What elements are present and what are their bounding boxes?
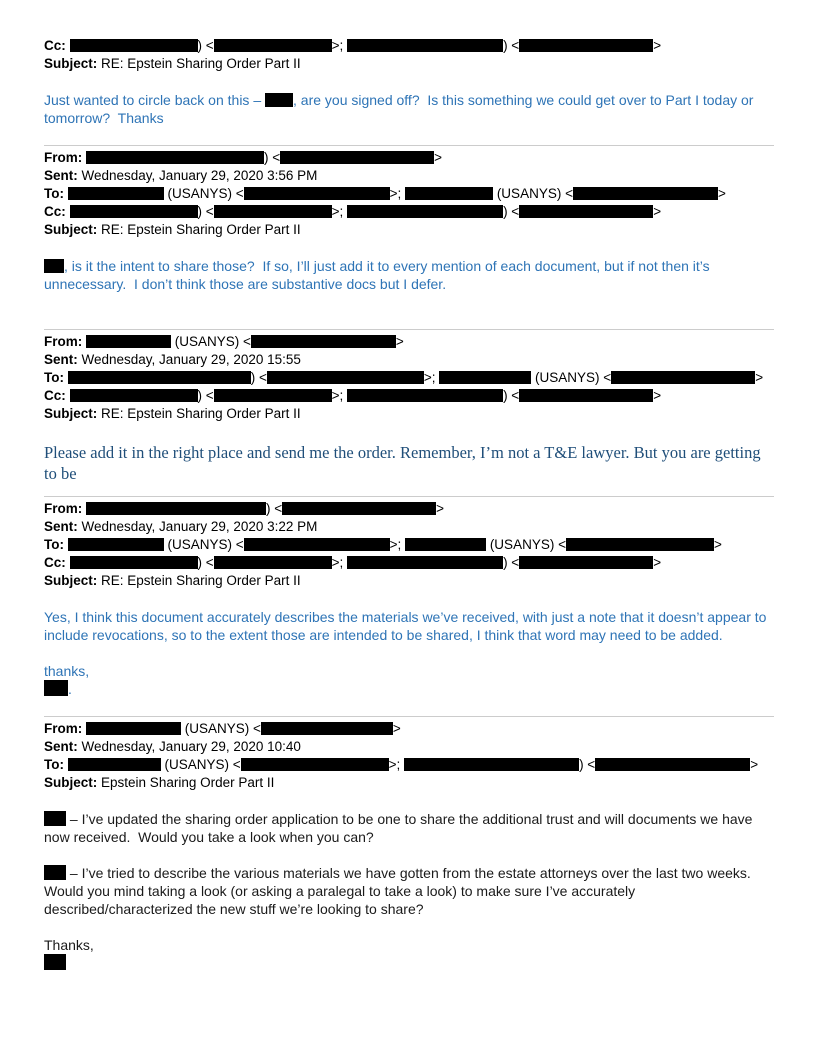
header-line-sent <box>44 518 774 536</box>
redaction-bar <box>347 205 503 218</box>
redaction-bar <box>70 205 198 218</box>
text-segment: , is it the intent to share those? If so, I’ll just add it to every mention of each document, but if not then it’s unnecessary. I don’t think those are substantive docs but I defer. <box>44 258 714 292</box>
redaction-bar <box>70 389 198 402</box>
text-segment: Epstein Sharing Order Part II <box>101 775 275 790</box>
redaction-bar <box>44 865 66 880</box>
header-line-cc <box>44 37 774 55</box>
header-label: Sent: <box>44 519 78 534</box>
text-segment: . <box>68 681 72 697</box>
text-segment: > <box>436 501 445 516</box>
header-label: Subject: <box>44 406 98 421</box>
text-segment: Please add it in the right place and send me the order. Remember, I’m not a T&E lawyer. But you are getting to be <box>44 443 765 483</box>
text-segment: (USANYS) < <box>486 537 566 552</box>
text-segment: (USANYS) < <box>181 721 261 736</box>
redaction-bar <box>566 538 714 551</box>
body-paragraph <box>44 91 774 127</box>
redaction-bar <box>244 538 390 551</box>
redaction-bar <box>251 335 396 348</box>
text-segment: Yes, I think this document accurately describes the materials we’ve received, with just a note that it doesn’t appear to include revocations, so to the extent those are intended to be shared, I think that word may need to be added. <box>44 609 771 643</box>
redaction-bar <box>519 389 653 402</box>
text-segment: ) < <box>197 38 214 53</box>
header-label: Subject: <box>44 775 98 790</box>
text-segment: RE: Epstein Sharing Order Part II <box>101 406 301 421</box>
text-segment: (USANYS) < <box>493 186 573 201</box>
header-label: Sent: <box>44 168 78 183</box>
redaction-bar <box>68 371 251 384</box>
header-label: Sent: <box>44 739 78 754</box>
header-label: Cc: <box>44 555 66 570</box>
text-segment: ) < <box>579 757 596 772</box>
text-segment: ) < <box>197 388 214 403</box>
header-label: From: <box>44 721 83 736</box>
header-line-subject <box>44 405 774 423</box>
text-segment: >; <box>389 537 406 552</box>
text-segment: RE: Epstein Sharing Order Part II <box>101 222 301 237</box>
body-paragraph <box>44 608 774 644</box>
header-line-subject <box>44 572 774 590</box>
text-segment: Wednesday, January 29, 2020 10:40 <box>81 739 301 754</box>
text-segment: Thanks, <box>44 937 94 953</box>
header-line-from <box>44 720 774 738</box>
text-segment: thanks, <box>44 663 90 679</box>
body-paragraph <box>44 936 774 972</box>
header-line-from <box>44 333 774 351</box>
header-line-subject <box>44 774 774 792</box>
text-segment: (USANYS) < <box>171 334 251 349</box>
redaction-bar <box>267 371 424 384</box>
email-message <box>44 716 774 972</box>
redaction-bar <box>44 680 68 696</box>
header-line-cc <box>44 203 774 221</box>
text-segment: > <box>653 555 662 570</box>
text-segment: > <box>653 204 662 219</box>
text-segment: > <box>750 757 759 772</box>
header-line-from <box>44 149 774 167</box>
redaction-bar <box>405 538 486 551</box>
text-segment: (USANYS) < <box>531 370 612 385</box>
text-segment: (USANYS) < <box>160 757 241 772</box>
text-segment: > <box>717 186 726 201</box>
redaction-bar <box>86 335 171 348</box>
redaction-bar <box>70 556 198 569</box>
text-segment: > <box>392 721 401 736</box>
text-segment: >; <box>388 757 405 772</box>
redaction-bar <box>404 758 579 771</box>
text-segment: Just wanted to circle back on this – <box>44 92 265 108</box>
redaction-bar <box>86 502 266 515</box>
redaction-bar <box>214 556 332 569</box>
redaction-bar <box>347 389 503 402</box>
text-segment: > <box>755 370 764 385</box>
redaction-bar <box>44 954 66 970</box>
header-line-to <box>44 756 774 774</box>
header-line-sent <box>44 738 774 756</box>
text-segment: ) < <box>266 501 283 516</box>
email-message <box>44 37 774 127</box>
header-line-to <box>44 536 774 554</box>
text-segment: ) < <box>503 204 520 219</box>
message-separator <box>44 496 774 497</box>
body-paragraph <box>44 257 774 293</box>
header-line-sent <box>44 167 774 185</box>
text-segment: ) < <box>503 388 520 403</box>
text-segment: > <box>434 150 443 165</box>
text-segment: RE: Epstein Sharing Order Part II <box>101 56 301 71</box>
text-segment: > <box>395 334 404 349</box>
header-line-to <box>44 185 774 203</box>
text-segment: ) < <box>197 204 214 219</box>
redaction-bar <box>347 556 503 569</box>
text-segment: >; <box>331 38 348 53</box>
redaction-bar <box>86 722 181 735</box>
redaction-bar <box>519 205 653 218</box>
header-label: Subject: <box>44 56 98 71</box>
redaction-bar <box>241 758 389 771</box>
text-segment: ) < <box>250 370 267 385</box>
text-segment: ) < <box>197 555 214 570</box>
redaction-bar <box>70 39 198 52</box>
redaction-bar <box>214 39 332 52</box>
body-paragraph <box>44 442 774 484</box>
header-label: To: <box>44 370 64 385</box>
redaction-bar <box>405 187 493 200</box>
header-line-sent <box>44 351 774 369</box>
redaction-bar <box>214 205 332 218</box>
text-segment: ) < <box>503 38 520 53</box>
redaction-bar <box>244 187 390 200</box>
header-label: Cc: <box>44 38 66 53</box>
redaction-bar <box>611 371 755 384</box>
text-segment: Wednesday, January 29, 2020 3:56 PM <box>81 168 318 183</box>
header-line-cc <box>44 554 774 572</box>
redaction-bar <box>519 39 653 52</box>
header-label: Subject: <box>44 573 98 588</box>
email-message <box>44 329 774 484</box>
message-separator <box>44 329 774 330</box>
message-separator <box>44 145 774 146</box>
text-segment: > <box>653 388 662 403</box>
redaction-bar <box>44 259 64 273</box>
text-segment: RE: Epstein Sharing Order Part II <box>101 573 301 588</box>
body-paragraph <box>44 864 774 918</box>
text-segment: – I’ve updated the sharing order application to be one to share the additional trust and will documents we have now received. Would you take a look when you can? <box>44 811 757 845</box>
header-label: From: <box>44 150 83 165</box>
redaction-bar <box>68 187 164 200</box>
redaction-bar <box>595 758 750 771</box>
text-segment: >; <box>331 555 348 570</box>
redaction-bar <box>347 39 503 52</box>
redaction-bar <box>439 371 531 384</box>
text-segment: , are you signed off? Is this something we could get over to Part I today or tomorrow? Thanks <box>44 92 758 126</box>
redaction-bar <box>68 758 161 771</box>
header-label: To: <box>44 537 64 552</box>
header-label: From: <box>44 334 83 349</box>
redaction-bar <box>519 556 653 569</box>
text-segment: Wednesday, January 29, 2020 3:22 PM <box>81 519 318 534</box>
text-segment: (USANYS) < <box>163 186 244 201</box>
header-label: To: <box>44 186 64 201</box>
text-segment: >; <box>331 388 348 403</box>
body-paragraph <box>44 662 774 698</box>
body-paragraph <box>44 810 774 846</box>
text-segment: (USANYS) < <box>163 537 244 552</box>
text-segment: > <box>713 537 722 552</box>
redaction-bar <box>573 187 718 200</box>
message-separator <box>44 716 774 717</box>
header-label: Sent: <box>44 352 78 367</box>
text-segment: >; <box>331 204 348 219</box>
text-segment: – I’ve tried to describe the various materials we have gotten from the estate attorneys over the last two weeks. Would you mind taking a look (or asking a paralegal to take a look) to make sure I’ve accurately described/characterized the new stuff we’re looking to share? <box>44 865 755 917</box>
text-segment: ) < <box>503 555 520 570</box>
header-line-subject <box>44 221 774 239</box>
header-line-cc <box>44 387 774 405</box>
redaction-bar <box>282 502 436 515</box>
header-label: Cc: <box>44 388 66 403</box>
header-label: Cc: <box>44 204 66 219</box>
email-message <box>44 145 774 293</box>
redaction-bar <box>280 151 434 164</box>
redaction-bar <box>265 93 293 107</box>
redaction-bar <box>68 538 164 551</box>
header-line-to <box>44 369 774 387</box>
redaction-bar <box>261 722 393 735</box>
header-line-subject <box>44 55 774 73</box>
text-segment: Wednesday, January 29, 2020 15:55 <box>81 352 301 367</box>
redaction-bar <box>44 811 66 826</box>
text-segment: ) < <box>264 150 281 165</box>
header-label: Subject: <box>44 222 98 237</box>
redaction-bar <box>214 389 332 402</box>
header-label: To: <box>44 757 64 772</box>
text-segment: >; <box>423 370 440 385</box>
text-segment: > <box>653 38 662 53</box>
email-thread <box>44 37 774 972</box>
text-segment: >; <box>389 186 406 201</box>
redaction-bar <box>86 151 264 164</box>
email-message <box>44 496 774 698</box>
header-label: From: <box>44 501 83 516</box>
header-line-from <box>44 500 774 518</box>
